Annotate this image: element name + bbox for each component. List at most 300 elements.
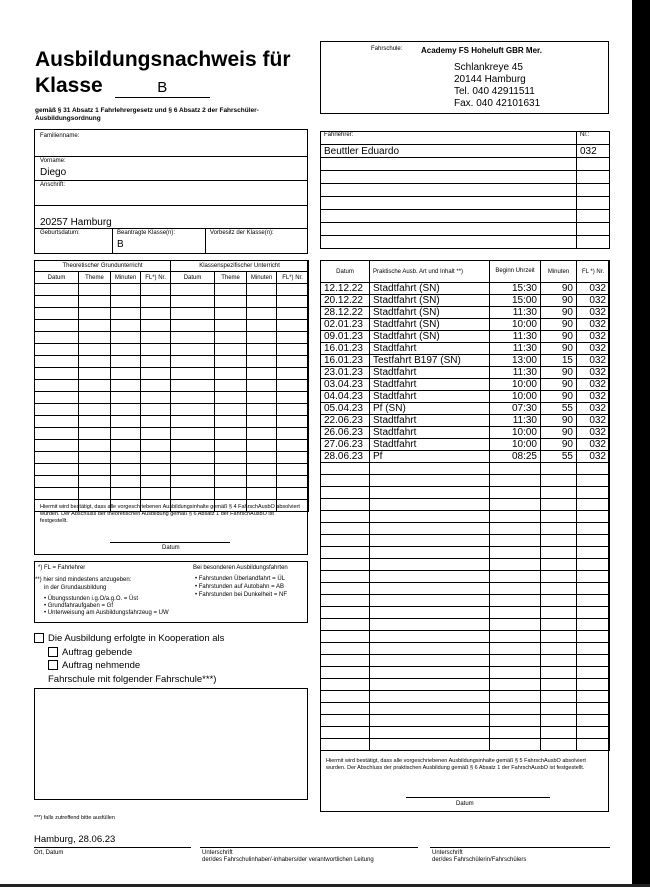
theory-cell[interactable]	[35, 320, 79, 332]
practical-cell-minuten[interactable]	[541, 667, 577, 679]
practical-cell-art[interactable]: Stadtfahrt (SN)	[370, 319, 490, 331]
theory-cell[interactable]	[171, 476, 215, 488]
practical-cell-beginn[interactable]	[490, 679, 541, 691]
theory-cell[interactable]	[79, 476, 111, 488]
theory-cell[interactable]	[247, 284, 277, 296]
practical-cell-beginn[interactable]	[490, 727, 541, 739]
theory-cell[interactable]	[141, 344, 171, 356]
theory-cell[interactable]	[35, 308, 79, 320]
practical-cell-fl[interactable]	[577, 523, 610, 535]
practical-cell-fl[interactable]: 032	[577, 367, 610, 379]
practical-cell-fl[interactable]	[577, 631, 610, 643]
practical-cell-datum[interactable]: 12.12.22	[321, 283, 370, 295]
practical-cell-art[interactable]	[370, 703, 490, 715]
practical-cell-fl[interactable]: 032	[577, 451, 610, 463]
theory-cell[interactable]	[215, 464, 247, 476]
practical-cell-art[interactable]	[370, 511, 490, 523]
practical-cell-beginn[interactable]	[490, 715, 541, 727]
practical-cell-beginn[interactable]	[490, 703, 541, 715]
practical-cell-datum[interactable]: 20.12.22	[321, 295, 370, 307]
theory-cell[interactable]	[215, 392, 247, 404]
practical-cell-fl[interactable]	[577, 595, 610, 607]
practical-cell-minuten[interactable]	[541, 535, 577, 547]
theory-cell[interactable]	[215, 356, 247, 368]
practical-cell-datum[interactable]	[321, 535, 370, 547]
practical-cell-art[interactable]	[370, 631, 490, 643]
theory-cell[interactable]	[79, 464, 111, 476]
theory-cell[interactable]	[247, 404, 277, 416]
practical-cell-fl[interactable]: 032	[577, 391, 610, 403]
theory-cell[interactable]	[111, 320, 141, 332]
theory-cell[interactable]	[277, 428, 309, 440]
theory-cell[interactable]	[111, 368, 141, 380]
practical-cell-datum[interactable]	[321, 739, 370, 751]
practical-cell-minuten[interactable]: 55	[541, 451, 577, 463]
practical-cell-beginn[interactable]	[490, 607, 541, 619]
theory-cell[interactable]	[141, 476, 171, 488]
practical-cell-fl[interactable]	[577, 511, 610, 523]
theory-cell[interactable]	[215, 488, 247, 500]
practical-cell-fl[interactable]	[577, 547, 610, 559]
practical-cell-beginn[interactable]	[490, 475, 541, 487]
theory-cell[interactable]	[141, 380, 171, 392]
theory-cell[interactable]	[247, 428, 277, 440]
theory-cell[interactable]	[171, 488, 215, 500]
practical-cell-fl[interactable]	[577, 739, 610, 751]
practical-cell-datum[interactable]	[321, 607, 370, 619]
practical-cell-beginn[interactable]	[490, 559, 541, 571]
theory-cell[interactable]	[247, 440, 277, 452]
practical-cell-minuten[interactable]: 90	[541, 379, 577, 391]
practical-cell-datum[interactable]	[321, 727, 370, 739]
practical-cell-fl[interactable]: 032	[577, 427, 610, 439]
practical-cell-datum[interactable]: 26.06.23	[321, 427, 370, 439]
practical-cell-fl[interactable]: 032	[577, 379, 610, 391]
practical-cell-beginn[interactable]	[490, 643, 541, 655]
practical-cell-beginn[interactable]: 10:00	[490, 379, 541, 391]
practical-cell-minuten[interactable]	[541, 655, 577, 667]
practical-cell-datum[interactable]: 04.04.23	[321, 391, 370, 403]
practical-cell-fl[interactable]: 032	[577, 307, 610, 319]
practical-cell-art[interactable]: Stadtfahrt	[370, 379, 490, 391]
theory-cell[interactable]	[277, 320, 309, 332]
theory-cell[interactable]	[277, 380, 309, 392]
theory-cell[interactable]	[111, 464, 141, 476]
theory-cell[interactable]	[35, 464, 79, 476]
practical-cell-beginn[interactable]	[490, 583, 541, 595]
theory-cell[interactable]	[171, 320, 215, 332]
theory-cell[interactable]	[35, 476, 79, 488]
theory-cell[interactable]	[215, 332, 247, 344]
theory-cell[interactable]	[247, 392, 277, 404]
practical-cell-minuten[interactable]: 90	[541, 307, 577, 319]
theory-cell[interactable]	[277, 476, 309, 488]
practical-cell-fl[interactable]	[577, 667, 610, 679]
theory-cell[interactable]	[171, 452, 215, 464]
theory-cell[interactable]	[111, 452, 141, 464]
theory-cell[interactable]	[141, 308, 171, 320]
theory-cell[interactable]	[277, 464, 309, 476]
theory-cell[interactable]	[247, 380, 277, 392]
theory-cell[interactable]	[215, 404, 247, 416]
practical-cell-fl[interactable]	[577, 499, 610, 511]
theory-cell[interactable]	[171, 296, 215, 308]
practical-cell-art[interactable]: Stadtfahrt (SN)	[370, 283, 490, 295]
practical-cell-fl[interactable]	[577, 619, 610, 631]
theory-cell[interactable]	[215, 440, 247, 452]
practical-cell-art[interactable]: Stadtfahrt (SN)	[370, 331, 490, 343]
theory-cell[interactable]	[35, 380, 79, 392]
practical-cell-datum[interactable]	[321, 703, 370, 715]
auftrag-nehmende-checkbox[interactable]	[48, 660, 58, 670]
theory-cell[interactable]	[247, 476, 277, 488]
theory-cell[interactable]	[277, 296, 309, 308]
instructor-nr[interactable]: 032	[577, 145, 610, 158]
practical-cell-art[interactable]	[370, 487, 490, 499]
theory-cell[interactable]	[111, 416, 141, 428]
practical-cell-minuten[interactable]: 90	[541, 331, 577, 343]
practical-cell-datum[interactable]: 02.01.23	[321, 319, 370, 331]
theory-cell[interactable]	[171, 308, 215, 320]
practical-cell-fl[interactable]	[577, 535, 610, 547]
theory-cell[interactable]	[111, 284, 141, 296]
practical-cell-art[interactable]	[370, 547, 490, 559]
theory-cell[interactable]	[111, 440, 141, 452]
theory-cell[interactable]	[79, 320, 111, 332]
theory-cell[interactable]	[141, 356, 171, 368]
theory-cell[interactable]	[247, 332, 277, 344]
practical-cell-datum[interactable]: 22.06.23	[321, 415, 370, 427]
practical-cell-fl[interactable]	[577, 583, 610, 595]
practical-cell-art[interactable]	[370, 667, 490, 679]
theory-cell[interactable]	[171, 428, 215, 440]
practical-cell-beginn[interactable]	[490, 655, 541, 667]
practical-cell-datum[interactable]	[321, 487, 370, 499]
practical-cell-art[interactable]: Stadtfahrt	[370, 367, 490, 379]
theory-cell[interactable]	[171, 344, 215, 356]
practical-cell-fl[interactable]	[577, 703, 610, 715]
practical-cell-minuten[interactable]	[541, 691, 577, 703]
practical-cell-beginn[interactable]	[490, 487, 541, 499]
practical-cell-art[interactable]: Stadtfahrt	[370, 439, 490, 451]
practical-cell-datum[interactable]	[321, 715, 370, 727]
practical-cell-beginn[interactable]: 11:30	[490, 367, 541, 379]
theory-cell[interactable]	[215, 380, 247, 392]
practical-cell-datum[interactable]	[321, 583, 370, 595]
theory-cell[interactable]	[247, 464, 277, 476]
cooperation-school-field[interactable]	[34, 688, 308, 800]
practical-cell-datum[interactable]	[321, 571, 370, 583]
practical-cell-fl[interactable]: 032	[577, 295, 610, 307]
theory-cell[interactable]	[111, 428, 141, 440]
practical-cell-datum[interactable]: 05.04.23	[321, 403, 370, 415]
practical-cell-beginn[interactable]: 11:30	[490, 307, 541, 319]
theory-cell[interactable]	[277, 452, 309, 464]
practical-cell-fl[interactable]: 032	[577, 319, 610, 331]
practical-cell-datum[interactable]	[321, 667, 370, 679]
practical-cell-art[interactable]	[370, 691, 490, 703]
practical-cell-art[interactable]	[370, 571, 490, 583]
theory-cell[interactable]	[79, 332, 111, 344]
theory-cell[interactable]	[79, 440, 111, 452]
practical-cell-beginn[interactable]	[490, 619, 541, 631]
practical-cell-art[interactable]: Stadtfahrt	[370, 391, 490, 403]
theory-cell[interactable]	[79, 488, 111, 500]
practical-cell-beginn[interactable]: 13:00	[490, 355, 541, 367]
practical-cell-fl[interactable]: 032	[577, 403, 610, 415]
practical-cell-datum[interactable]: 16.01.23	[321, 355, 370, 367]
practical-cell-minuten[interactable]	[541, 499, 577, 511]
theory-cell[interactable]	[35, 332, 79, 344]
theory-cell[interactable]	[79, 368, 111, 380]
practical-cell-fl[interactable]: 032	[577, 343, 610, 355]
practical-cell-datum[interactable]: 28.06.23	[321, 451, 370, 463]
practical-cell-art[interactable]	[370, 475, 490, 487]
practical-cell-beginn[interactable]: 11:30	[490, 343, 541, 355]
theory-cell[interactable]	[141, 488, 171, 500]
practical-cell-datum[interactable]	[321, 631, 370, 643]
instructor-name[interactable]: Beuttler Eduardo	[321, 145, 577, 158]
practical-cell-datum[interactable]: 09.01.23	[321, 331, 370, 343]
theory-cell[interactable]	[79, 308, 111, 320]
practical-cell-art[interactable]: Testfahrt B197 (SN)	[370, 355, 490, 367]
practical-cell-datum[interactable]	[321, 691, 370, 703]
theory-cell[interactable]	[247, 320, 277, 332]
practical-cell-beginn[interactable]	[490, 547, 541, 559]
theory-cell[interactable]	[111, 488, 141, 500]
practical-cell-minuten[interactable]	[541, 619, 577, 631]
theory-cell[interactable]	[35, 416, 79, 428]
theory-cell[interactable]	[277, 368, 309, 380]
practical-cell-datum[interactable]	[321, 595, 370, 607]
practical-cell-fl[interactable]	[577, 475, 610, 487]
practical-cell-beginn[interactable]	[490, 511, 541, 523]
practical-cell-art[interactable]: Stadtfahrt	[370, 343, 490, 355]
practical-cell-minuten[interactable]	[541, 739, 577, 751]
theory-cell[interactable]	[35, 404, 79, 416]
practical-cell-art[interactable]	[370, 523, 490, 535]
practical-cell-art[interactable]: Stadtfahrt	[370, 415, 490, 427]
practical-cell-fl[interactable]: 032	[577, 355, 610, 367]
theory-cell[interactable]	[35, 356, 79, 368]
practical-cell-minuten[interactable]	[541, 583, 577, 595]
practical-cell-art[interactable]	[370, 655, 490, 667]
practical-cell-minuten[interactable]	[541, 487, 577, 499]
practical-cell-datum[interactable]	[321, 523, 370, 535]
practical-cell-beginn[interactable]: 07:30	[490, 403, 541, 415]
practical-cell-beginn[interactable]	[490, 523, 541, 535]
beantragte-value[interactable]: B	[117, 239, 124, 250]
theory-cell[interactable]	[215, 344, 247, 356]
theory-cell[interactable]	[141, 464, 171, 476]
practical-cell-minuten[interactable]	[541, 703, 577, 715]
theory-cell[interactable]	[171, 380, 215, 392]
theory-cell[interactable]	[141, 296, 171, 308]
theory-cell[interactable]	[79, 284, 111, 296]
practical-cell-art[interactable]	[370, 643, 490, 655]
practical-cell-fl[interactable]	[577, 655, 610, 667]
practical-cell-beginn[interactable]	[490, 499, 541, 511]
theory-cell[interactable]	[111, 380, 141, 392]
practical-cell-beginn[interactable]	[490, 667, 541, 679]
practical-cell-beginn[interactable]	[490, 571, 541, 583]
theory-cell[interactable]	[247, 308, 277, 320]
theory-cell[interactable]	[277, 488, 309, 500]
practical-cell-datum[interactable]	[321, 679, 370, 691]
theory-cell[interactable]	[171, 392, 215, 404]
practical-cell-minuten[interactable]: 55	[541, 403, 577, 415]
address-city[interactable]: 20257 Hamburg	[40, 217, 112, 228]
theory-cell[interactable]	[277, 404, 309, 416]
practical-cell-minuten[interactable]	[541, 607, 577, 619]
theory-cell[interactable]	[79, 416, 111, 428]
practical-cell-art[interactable]	[370, 595, 490, 607]
theory-cell[interactable]	[141, 440, 171, 452]
practical-cell-minuten[interactable]: 90	[541, 319, 577, 331]
practical-cell-fl[interactable]	[577, 715, 610, 727]
theory-cell[interactable]	[141, 416, 171, 428]
theory-cell[interactable]	[215, 368, 247, 380]
theory-cell[interactable]	[277, 392, 309, 404]
practical-cell-fl[interactable]	[577, 571, 610, 583]
theory-cell[interactable]	[79, 356, 111, 368]
practical-cell-art[interactable]	[370, 715, 490, 727]
practical-cell-datum[interactable]: 27.06.23	[321, 439, 370, 451]
theory-cell[interactable]	[277, 416, 309, 428]
practical-cell-minuten[interactable]: 90	[541, 343, 577, 355]
theory-cell[interactable]	[277, 344, 309, 356]
cooperation-checkbox[interactable]	[34, 633, 44, 643]
practical-cell-fl[interactable]	[577, 691, 610, 703]
theory-cell[interactable]	[35, 368, 79, 380]
practical-cell-minuten[interactable]: 90	[541, 427, 577, 439]
theory-cell[interactable]	[35, 284, 79, 296]
theory-cell[interactable]	[247, 368, 277, 380]
theory-cell[interactable]	[277, 356, 309, 368]
theory-cell[interactable]	[247, 416, 277, 428]
theory-cell[interactable]	[277, 284, 309, 296]
theory-cell[interactable]	[171, 284, 215, 296]
practical-cell-beginn[interactable]	[490, 739, 541, 751]
practical-cell-fl[interactable]	[577, 463, 610, 475]
practical-cell-beginn[interactable]: 15:30	[490, 283, 541, 295]
theory-cell[interactable]	[79, 392, 111, 404]
theory-cell[interactable]	[277, 332, 309, 344]
theory-cell[interactable]	[215, 296, 247, 308]
practical-cell-datum[interactable]: 28.12.22	[321, 307, 370, 319]
practical-cell-beginn[interactable]: 11:30	[490, 415, 541, 427]
theory-cell[interactable]	[79, 296, 111, 308]
practical-cell-beginn[interactable]	[490, 595, 541, 607]
theory-cell[interactable]	[35, 392, 79, 404]
theory-cell[interactable]	[247, 344, 277, 356]
practical-cell-fl[interactable]	[577, 679, 610, 691]
practical-cell-fl[interactable]	[577, 559, 610, 571]
theory-cell[interactable]	[215, 308, 247, 320]
practical-cell-beginn[interactable]	[490, 463, 541, 475]
practical-cell-beginn[interactable]: 10:00	[490, 391, 541, 403]
theory-cell[interactable]	[141, 392, 171, 404]
ort-datum-value[interactable]: Hamburg, 28.06.23	[34, 834, 116, 845]
practical-cell-beginn[interactable]	[490, 535, 541, 547]
practical-cell-art[interactable]: Stadtfahrt (SN)	[370, 295, 490, 307]
practical-cell-art[interactable]	[370, 727, 490, 739]
practical-cell-beginn[interactable]	[490, 691, 541, 703]
practical-cell-art[interactable]	[370, 679, 490, 691]
practical-cell-minuten[interactable]: 90	[541, 283, 577, 295]
practical-cell-beginn[interactable]: 15:00	[490, 295, 541, 307]
practical-cell-art[interactable]: Stadtfahrt	[370, 427, 490, 439]
theory-cell[interactable]	[171, 440, 215, 452]
practical-cell-minuten[interactable]	[541, 643, 577, 655]
practical-cell-art[interactable]: Stadtfahrt (SN)	[370, 307, 490, 319]
practical-cell-beginn[interactable]: 10:00	[490, 439, 541, 451]
practical-cell-fl[interactable]: 032	[577, 283, 610, 295]
theory-cell[interactable]	[79, 344, 111, 356]
theory-cell[interactable]	[171, 368, 215, 380]
practical-cell-art[interactable]: Pf (SN)	[370, 403, 490, 415]
theory-cell[interactable]	[247, 356, 277, 368]
theory-cell[interactable]	[171, 332, 215, 344]
practical-cell-art[interactable]	[370, 535, 490, 547]
practical-cell-minuten[interactable]: 90	[541, 295, 577, 307]
theory-cell[interactable]	[247, 488, 277, 500]
theory-cell[interactable]	[35, 428, 79, 440]
practical-cell-minuten[interactable]	[541, 595, 577, 607]
practical-cell-minuten[interactable]	[541, 511, 577, 523]
practical-cell-datum[interactable]	[321, 643, 370, 655]
theory-cell[interactable]	[35, 440, 79, 452]
practical-cell-minuten[interactable]	[541, 679, 577, 691]
practical-cell-fl[interactable]	[577, 607, 610, 619]
theory-cell[interactable]	[111, 392, 141, 404]
practical-cell-art[interactable]	[370, 559, 490, 571]
theory-cell[interactable]	[79, 428, 111, 440]
theory-cell[interactable]	[35, 452, 79, 464]
theory-cell[interactable]	[171, 404, 215, 416]
practical-cell-beginn[interactable]: 10:00	[490, 319, 541, 331]
practical-cell-art[interactable]: Pf	[370, 451, 490, 463]
theory-cell[interactable]	[277, 440, 309, 452]
theory-cell[interactable]	[111, 332, 141, 344]
theory-cell[interactable]	[79, 380, 111, 392]
theory-cell[interactable]	[111, 344, 141, 356]
theory-cell[interactable]	[35, 488, 79, 500]
theory-cell[interactable]	[215, 476, 247, 488]
practical-cell-fl[interactable]	[577, 643, 610, 655]
theory-cell[interactable]	[215, 416, 247, 428]
practical-cell-datum[interactable]: 23.01.23	[321, 367, 370, 379]
practical-cell-datum[interactable]: 03.04.23	[321, 379, 370, 391]
theory-cell[interactable]	[141, 428, 171, 440]
practical-cell-minuten[interactable]	[541, 463, 577, 475]
theory-cell[interactable]	[141, 320, 171, 332]
theory-cell[interactable]	[171, 356, 215, 368]
theory-cell[interactable]	[111, 404, 141, 416]
practical-cell-fl[interactable]	[577, 487, 610, 499]
theory-cell[interactable]	[35, 296, 79, 308]
theory-cell[interactable]	[79, 452, 111, 464]
practical-cell-beginn[interactable]: 11:30	[490, 331, 541, 343]
theory-cell[interactable]	[141, 368, 171, 380]
practical-cell-fl[interactable]: 032	[577, 415, 610, 427]
theory-cell[interactable]	[247, 452, 277, 464]
practical-cell-art[interactable]	[370, 619, 490, 631]
practical-cell-fl[interactable]	[577, 727, 610, 739]
practical-cell-beginn[interactable]: 10:00	[490, 427, 541, 439]
practical-cell-datum[interactable]	[321, 559, 370, 571]
practical-cell-fl[interactable]: 032	[577, 331, 610, 343]
